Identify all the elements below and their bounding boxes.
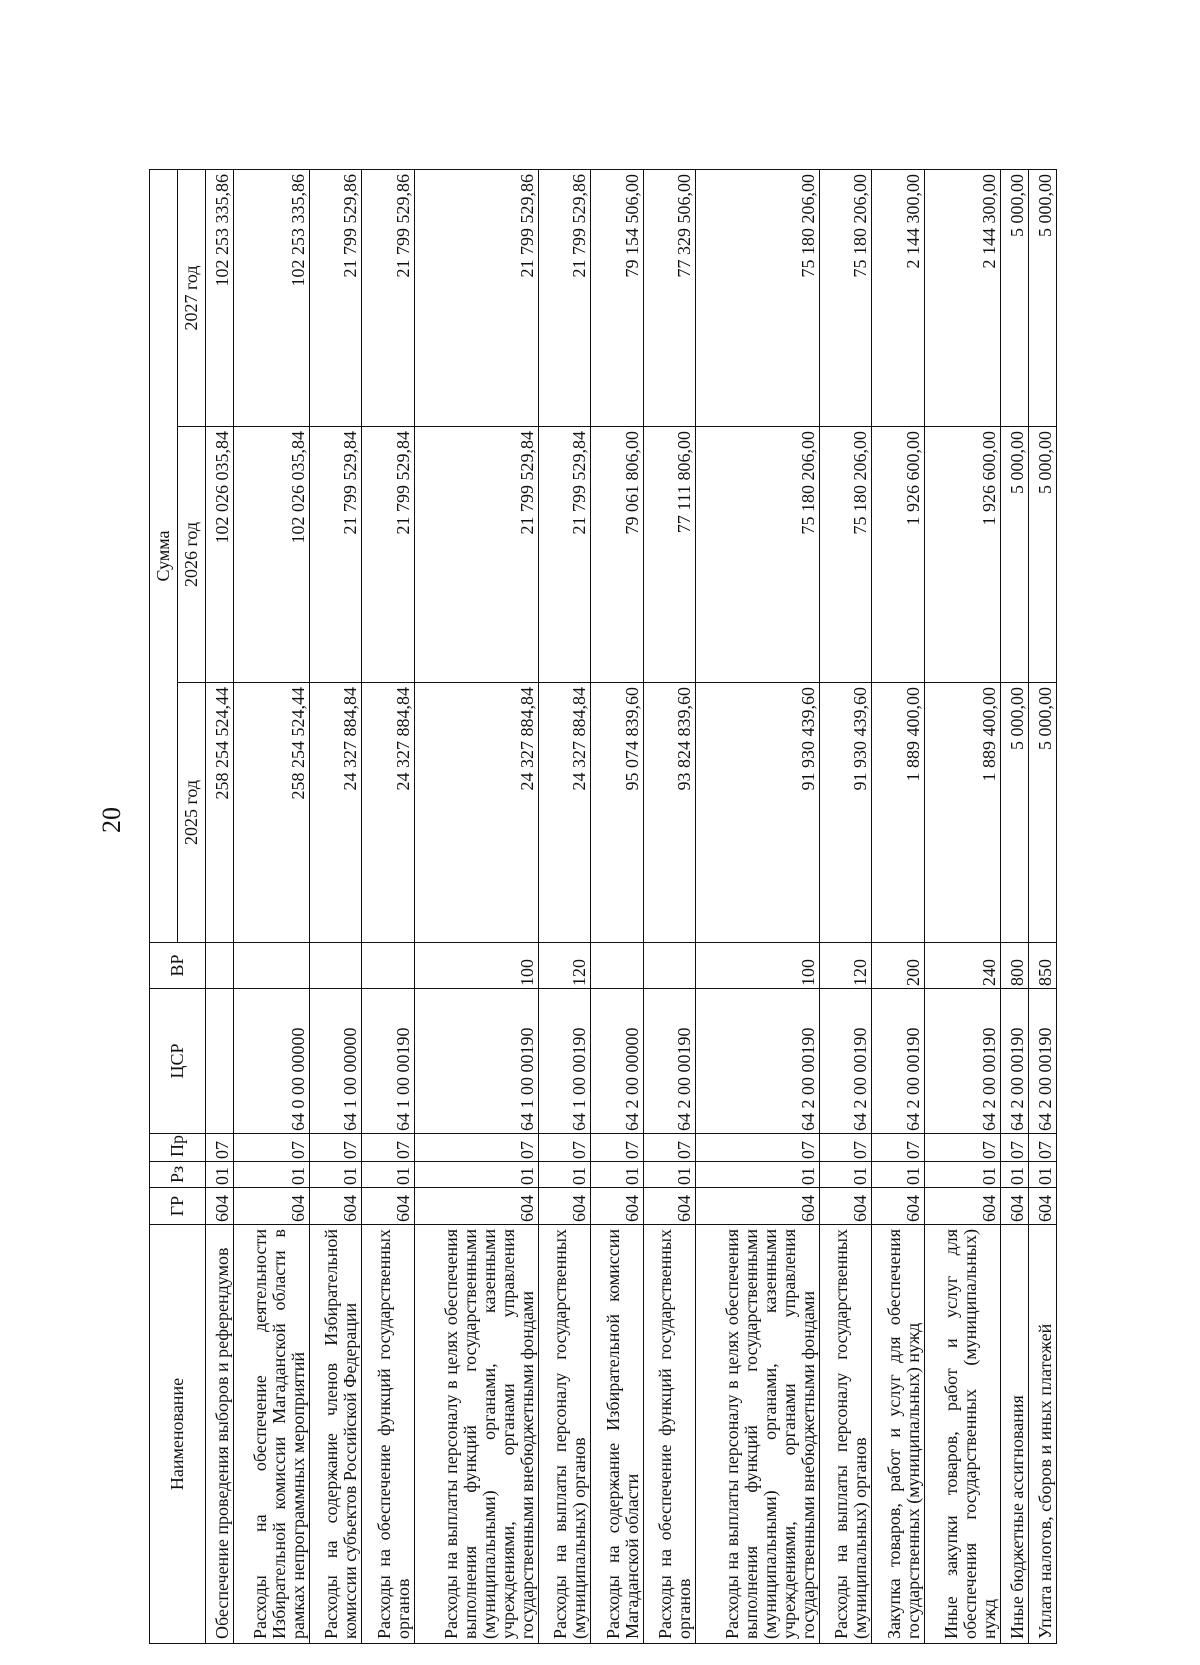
cell-2025: 24 327 884,84 [539, 683, 591, 943]
cell-name: Расходы на содержание членов Избирательной комиссии субъектов Российской Федерации [310, 1225, 362, 1644]
cell-vr [362, 943, 414, 989]
table-row [362, 169, 414, 1643]
cell-2027: 102 253 335,86 [233, 169, 309, 426]
table-row [1028, 169, 1056, 1643]
cell-rz: 01 [1028, 1162, 1056, 1188]
cell-2026: 102 026 035,84 [206, 427, 234, 683]
cell-2027: 21 799 529,86 [539, 169, 591, 426]
table-row [643, 169, 695, 1643]
cell-gr: 604 [206, 1188, 234, 1225]
cell-2027: 77 329 506,00 [643, 169, 695, 426]
cell-2027: 5 000,00 [1000, 169, 1028, 426]
cell-pr: 07 [1028, 1134, 1056, 1162]
cell-rz: 01 [924, 1162, 1000, 1188]
cell-pr: 07 [233, 1134, 309, 1162]
table-row [591, 169, 643, 1643]
cell-name: Закупка товаров, работ и услуг для обеспечения государственных (муниципальных) нужд [872, 1225, 924, 1644]
cell-vr: 100 [414, 943, 539, 989]
header-sum: Сумма [150, 169, 178, 942]
cell-csr: 64 2 00 00190 [872, 989, 924, 1134]
header-vr: ВР [150, 943, 206, 989]
cell-rz: 01 [206, 1162, 234, 1188]
cell-rz: 01 [362, 1162, 414, 1188]
table-row [820, 169, 872, 1643]
cell-name: Расходы на обеспечение функций государственных органов [362, 1225, 414, 1644]
cell-vr: 100 [695, 943, 820, 989]
cell-2025: 24 327 884,84 [414, 683, 539, 943]
cell-vr: 240 [924, 943, 1000, 989]
cell-pr: 07 [362, 1134, 414, 1162]
cell-rz: 01 [233, 1162, 309, 1188]
cell-2026: 21 799 529,84 [414, 427, 539, 683]
cell-2025: 5 000,00 [1028, 683, 1056, 943]
cell-name: Расходы на выплаты персоналу в целях обеспечения выполнения функций государственными (муниципальными) органами, казенными учреждениями, органами управления государственными внебюджетными фондами [414, 1225, 539, 1644]
header-rz: Рз [150, 1162, 206, 1188]
table-row [206, 169, 234, 1643]
cell-pr: 07 [206, 1134, 234, 1162]
cell-csr: 64 2 00 00190 [1000, 989, 1028, 1134]
cell-pr: 07 [310, 1134, 362, 1162]
cell-2027: 21 799 529,86 [414, 169, 539, 426]
cell-rz: 01 [695, 1162, 820, 1188]
cell-vr: 200 [872, 943, 924, 989]
cell-rz: 01 [1000, 1162, 1028, 1188]
cell-2026: 75 180 206,00 [820, 427, 872, 683]
cell-name: Уплата налогов, сборов и иных платежей [1028, 1225, 1056, 1644]
cell-2026: 1 926 600,00 [872, 427, 924, 683]
table-row [310, 169, 362, 1643]
cell-2025: 91 930 439,60 [820, 683, 872, 943]
cell-csr [206, 989, 234, 1134]
cell-csr: 64 1 00 00190 [362, 989, 414, 1134]
cell-rz: 01 [310, 1162, 362, 1188]
header-pr: Пр [150, 1134, 206, 1162]
table-row [1000, 169, 1028, 1643]
table-row [872, 169, 924, 1643]
cell-csr: 64 2 00 00190 [1028, 989, 1056, 1134]
cell-rz: 01 [872, 1162, 924, 1188]
table-row [539, 169, 591, 1643]
cell-2027: 75 180 206,00 [695, 169, 820, 426]
table-row [924, 169, 1000, 1643]
cell-csr: 64 1 00 00000 [310, 989, 362, 1134]
cell-name: Расходы на выплаты персоналу государственных (муниципальных) органов [539, 1225, 591, 1644]
cell-2025: 1 889 400,00 [924, 683, 1000, 943]
header-csr: ЦСР [150, 989, 206, 1134]
cell-2026: 5 000,00 [1000, 427, 1028, 683]
cell-rz: 01 [539, 1162, 591, 1188]
cell-pr: 07 [643, 1134, 695, 1162]
cell-2027: 21 799 529,86 [310, 169, 362, 426]
cell-name: Расходы на обеспечение деятельности Избирательной комиссии Магаданской области в рамках непрограммных мероприятий [233, 1225, 309, 1644]
page-number: 20 [97, 807, 126, 833]
cell-2027: 102 253 335,86 [206, 169, 234, 426]
budget-table [149, 169, 1057, 1644]
cell-pr: 07 [695, 1134, 820, 1162]
cell-2026: 77 111 806,00 [643, 427, 695, 683]
cell-csr: 64 1 00 00190 [414, 989, 539, 1134]
cell-2025: 91 930 439,60 [695, 683, 820, 943]
cell-vr [206, 943, 234, 989]
cell-vr [591, 943, 643, 989]
cell-gr: 604 [695, 1188, 820, 1225]
cell-gr: 604 [1000, 1188, 1028, 1225]
cell-csr: 64 0 00 00000 [233, 989, 309, 1134]
cell-name: Иные закупки товаров, работ и услуг для обеспечения государственных (муниципальных) нужд [924, 1225, 1000, 1644]
cell-2025: 1 889 400,00 [872, 683, 924, 943]
cell-2026: 1 926 600,00 [924, 427, 1000, 683]
cell-csr: 64 2 00 00190 [695, 989, 820, 1134]
cell-pr: 07 [924, 1134, 1000, 1162]
cell-rz: 01 [643, 1162, 695, 1188]
cell-gr: 604 [820, 1188, 872, 1225]
cell-2025: 24 327 884,84 [362, 683, 414, 943]
table-body [206, 169, 1057, 1643]
cell-pr: 07 [539, 1134, 591, 1162]
cell-pr: 07 [820, 1134, 872, 1162]
cell-gr: 604 [924, 1188, 1000, 1225]
table-header [150, 169, 206, 1643]
cell-vr [643, 943, 695, 989]
cell-2027: 21 799 529,86 [362, 169, 414, 426]
header-2026: 2026 год [178, 427, 206, 683]
cell-vr: 120 [820, 943, 872, 989]
cell-gr: 604 [362, 1188, 414, 1225]
cell-csr: 64 2 00 00190 [924, 989, 1000, 1134]
cell-name: Иные бюджетные ассигнования [1000, 1225, 1028, 1644]
cell-gr: 604 [643, 1188, 695, 1225]
cell-gr: 604 [233, 1188, 309, 1225]
cell-vr [310, 943, 362, 989]
cell-2026: 21 799 529,84 [310, 427, 362, 683]
cell-2026: 5 000,00 [1028, 427, 1056, 683]
cell-2025: 258 254 524,44 [233, 683, 309, 943]
header-2025: 2025 год [178, 683, 206, 943]
cell-name: Расходы на содержание Избирательной комиссии Магаданской области [591, 1225, 643, 1644]
cell-2027: 79 154 506,00 [591, 169, 643, 426]
cell-rz: 01 [414, 1162, 539, 1188]
cell-2027: 2 144 300,00 [872, 169, 924, 426]
cell-vr [233, 943, 309, 989]
cell-2026: 79 061 806,00 [591, 427, 643, 683]
cell-vr: 850 [1028, 943, 1056, 989]
cell-2025: 24 327 884,84 [310, 683, 362, 943]
cell-rz: 01 [591, 1162, 643, 1188]
header-2027: 2027 год [178, 169, 206, 426]
budget-table-container [149, 170, 1057, 1644]
cell-csr: 64 2 00 00190 [820, 989, 872, 1134]
cell-pr: 07 [591, 1134, 643, 1162]
cell-2026: 21 799 529,84 [362, 427, 414, 683]
cell-vr: 800 [1000, 943, 1028, 989]
cell-gr: 604 [414, 1188, 539, 1225]
cell-name: Обеспечение проведения выборов и референдумов [206, 1225, 234, 1644]
cell-2027: 75 180 206,00 [820, 169, 872, 426]
cell-csr: 64 2 00 00000 [591, 989, 643, 1134]
cell-csr: 64 1 00 00190 [539, 989, 591, 1134]
cell-gr: 604 [872, 1188, 924, 1225]
cell-csr: 64 2 00 00190 [643, 989, 695, 1134]
cell-2025: 258 254 524,44 [206, 683, 234, 943]
cell-2027: 5 000,00 [1028, 169, 1056, 426]
cell-gr: 604 [539, 1188, 591, 1225]
cell-name: Расходы на обеспечение функций государственных органов [643, 1225, 695, 1644]
table-row [233, 169, 309, 1643]
cell-2026: 102 026 035,84 [233, 427, 309, 683]
cell-name: Расходы на выплаты персоналу в целях обеспечения выполнения функций государственными (муниципальными) органами, казенными учреждениями, органами управления государственными внебюджетными фондами [695, 1225, 820, 1644]
cell-2025: 5 000,00 [1000, 683, 1028, 943]
cell-gr: 604 [591, 1188, 643, 1225]
header-gr: ГР [150, 1188, 206, 1225]
cell-2025: 95 074 839,60 [591, 683, 643, 943]
cell-name: Расходы на выплаты персоналу государственных (муниципальных) органов [820, 1225, 872, 1644]
table-row [695, 169, 820, 1643]
cell-pr: 07 [872, 1134, 924, 1162]
cell-2026: 75 180 206,00 [695, 427, 820, 683]
cell-gr: 604 [310, 1188, 362, 1225]
cell-2026: 21 799 529,84 [539, 427, 591, 683]
cell-gr: 604 [1028, 1188, 1056, 1225]
cell-pr: 07 [414, 1134, 539, 1162]
cell-2025: 93 824 839,60 [643, 683, 695, 943]
cell-pr: 07 [1000, 1134, 1028, 1162]
cell-rz: 01 [820, 1162, 872, 1188]
cell-vr: 120 [539, 943, 591, 989]
header-name: Наименование [150, 1225, 206, 1644]
cell-2027: 2 144 300,00 [924, 169, 1000, 426]
table-row [414, 169, 539, 1643]
